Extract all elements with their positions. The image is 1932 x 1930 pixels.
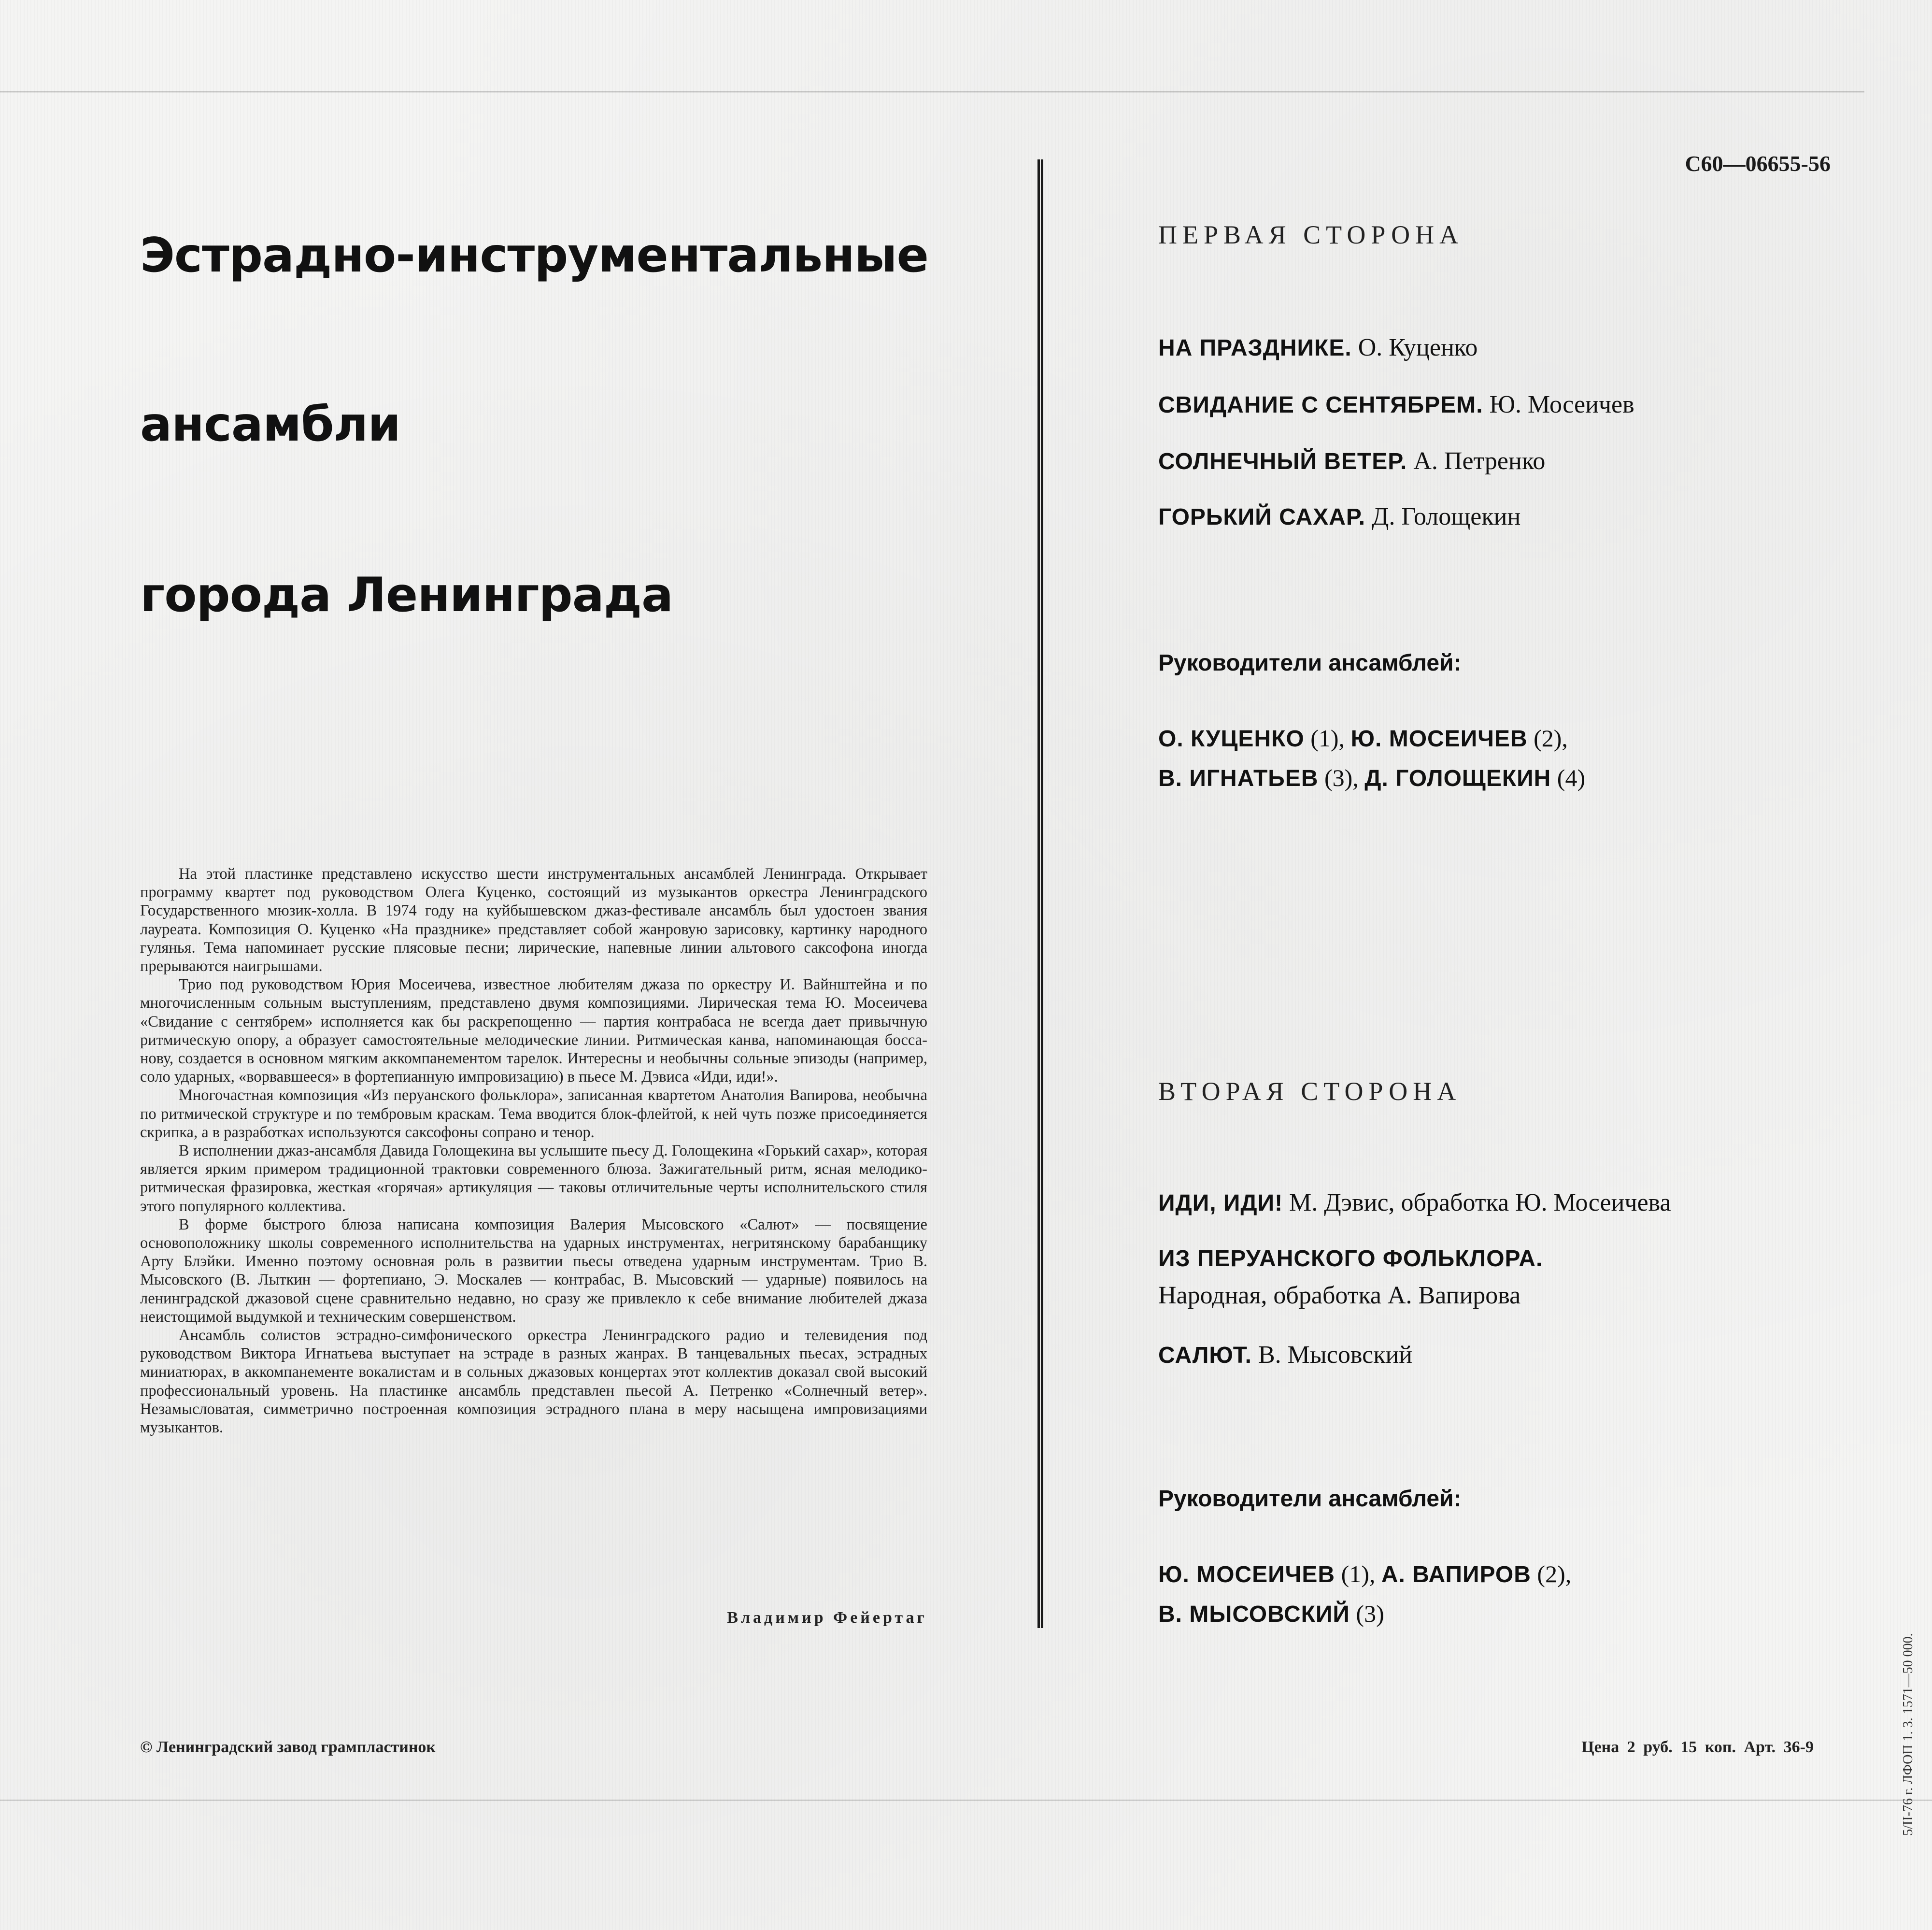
leader-number: (4) xyxy=(1557,764,1586,791)
track-title: ИДИ, ИДИ! xyxy=(1158,1190,1283,1216)
side-two-heading: ВТОРАЯ СТОРОНА xyxy=(1158,1077,1462,1106)
track-credit: О. Куценко xyxy=(1358,334,1478,361)
leader-name: А. ВАПИРОВ xyxy=(1381,1562,1531,1587)
leader-number: (2), xyxy=(1534,725,1568,752)
leader-name: В. ИГНАТЬЕВ xyxy=(1158,766,1319,791)
catalog-number: С60—06655-56 xyxy=(1685,151,1831,176)
album-title-line-1: Эстрадно-инструментальные xyxy=(140,228,929,283)
liner-paragraph: В исполнении джаз-ансамбля Давида Голощекина вы услышите пьесу Д. Голощекина «Горький сахар», которая является ярким примером традиционной трактовки современного блюза. Зажигательный ритм, ясная мелодико-ритмическая фразировка, жесткая «горячая» артикуляция — таковы отличительные черты исполнительского стиля этого популярного коллектива. xyxy=(140,1142,927,1215)
track-title: ГОРЬКИЙ САХАР. xyxy=(1158,504,1366,530)
side-one-track-4 xyxy=(1158,502,1520,531)
side-one-track-2 xyxy=(1158,390,1634,419)
leader-number: (1), xyxy=(1310,725,1345,752)
side-one-track-3 xyxy=(1158,447,1545,475)
side-two-leaders-label: Руководители ансамблей: xyxy=(1158,1486,1462,1512)
leader-number: (3), xyxy=(1324,764,1359,791)
track-credit: Народная, обработка А. Вапирова xyxy=(1158,1282,1521,1309)
track-credit: М. Дэвис, обработка Ю. Мосеичева xyxy=(1289,1189,1671,1216)
liner-paragraph: Ансамбль солистов эстрадно-симфонического оркестра Ленинградского радио и телевидения под руководством Виктора Игнатьева выступает на эстраде в разных жанрах. В танцевальных пьесах, эстрадных миниатюрах, в аккомпанементе вокалистам и в сольных джазовых концертах этот коллектив доказал свой высокий профессиональный уровень. На пластинке ансамбль представлен пьесой А. Петренко «Солнечный ветер». Незамысловатая, симметрично построенная композиция эстрадного плана в меру насыщена импровизациями музыкантов. xyxy=(140,1327,927,1437)
leader-name: О. КУЦЕНКО xyxy=(1158,726,1305,752)
track-title: СВИДАНИЕ С СЕНТЯБРЕМ. xyxy=(1158,392,1483,418)
side-one-leaders xyxy=(1158,719,1585,798)
leader-number: (1), xyxy=(1341,1560,1376,1587)
leader-number: (3) xyxy=(1356,1600,1384,1627)
top-flap-seam xyxy=(0,91,1864,93)
track-title: СОЛНЕЧНЫЙ ВЕТЕР. xyxy=(1158,449,1407,474)
track-title: НА ПРАЗДНИКЕ. xyxy=(1158,335,1352,361)
column-divider-double-rule xyxy=(1037,159,1043,1628)
track-title: ИЗ ПЕРУАНСКОГО ФОЛЬКЛОРА. xyxy=(1158,1246,1543,1272)
bottom-flap-seam xyxy=(0,1800,1932,1801)
side-two-track-1 xyxy=(1158,1188,1671,1217)
side-two-track-2 xyxy=(1158,1244,1543,1310)
leader-name: В. МЫСОВСКИЙ xyxy=(1158,1601,1350,1627)
liner-paragraph: Трио под руководством Юрия Мосеичева, известное любителям джаза по оркестру И. Вайнштейна и по многочисленным сольным выступлениям, представлено двумя композициями. Лирическая тема Ю. Мосеичева «Свидание с сентябрем» исполняется как бы раскрепощенно — партия контрабаса не всегда дает привычную ритмическую опору, а образует самостоятельные мелодические линии. Ритмическая канва, напоминающая босса-нову, создается в основном мягким аккомпанементом тарелок. Интересны и необычны сольные эпизоды (например, соло ударных, «ворвавшееся» в фортепианную импровизацию) в пьесе М. Дэвиса «Иди, иди!». xyxy=(140,976,927,1086)
print-run-info-vertical: 5/II-76 г. ЛФОП 1. 3. 1571—50 000. xyxy=(1901,1633,1916,1836)
side-two-leaders xyxy=(1158,1555,1571,1634)
liner-notes xyxy=(140,865,927,1437)
leader-name: Ю. МОСЕИЧЕВ xyxy=(1158,1562,1335,1587)
side-one-leaders-label: Руководители ансамблей: xyxy=(1158,650,1462,676)
liner-paragraph: В форме быстрого блюза написана композиция Валерия Мысовского «Салют» — посвящение основоположнику школы современного исполнительства на ударных инструментах, негритянскому барабанщику Арту Блэйки. Именно поэтому основная роль в развитии пьесы отведена ударным инструментам. Трио В. Мысовского (В. Лыткин — фортепиано, Э. Москалев — контрабас, В. Мысовский — ударные) появилось на ленинградской джазовой сцене сравнительно недавно, но сразу же привлекло к себе внимание любителей джаза неистощимой выдумкой и техническим совершенством. xyxy=(140,1215,927,1326)
price-article: Цена 2 руб. 15 коп. Арт. 36-9 xyxy=(1581,1738,1814,1756)
album-title-line-2: ансамбли xyxy=(140,397,401,452)
leader-number: (2), xyxy=(1537,1560,1572,1587)
track-title: САЛЮТ. xyxy=(1158,1343,1252,1368)
side-two-track-3 xyxy=(1158,1341,1412,1369)
track-credit: Ю. Мосеичев xyxy=(1489,391,1634,418)
liner-paragraph: Многочастная композиция «Из перуанского фольклора», записанная квартетом Анатолия Вапирова, необычна по ритмической структуре и по тембровым краскам. Тема вводится блок-флейтой, к ней чуть позже присоединяется скрипка, а в разработках используются саксофоны сопрано и тенор. xyxy=(140,1087,927,1141)
album-title-line-3: города Ленинграда xyxy=(140,568,673,623)
side-one-heading: ПЕРВАЯ СТОРОНА xyxy=(1158,220,1464,249)
liner-paragraph: На этой пластинке представлено искусство шести инструментальных ансамблей Ленинграда. Открывает программу квартет под руководством Олега Куценко, состоящий из музыкантов оркестра Ленинградского Государственного мюзик-холла. В 1974 году на куйбышевском джаз-фестивале ансамбль был удостоен звания лауреата. Композиция О. Куценко «На празднике» представляет собой жанровую зарисовку, картинку народного гулянья. Тема напоминает русские плясовые песни; лирические, напевные линии альтового саксофона иногда прерываются наигрышами. xyxy=(140,865,927,975)
track-credit: Д. Голощекин xyxy=(1372,503,1521,530)
leader-name: Д. ГОЛОЩЕКИН xyxy=(1364,766,1551,791)
track-credit: А. Петренко xyxy=(1413,447,1546,475)
side-one-track-1 xyxy=(1158,333,1477,362)
leader-name: Ю. МОСЕИЧЕВ xyxy=(1350,726,1528,752)
liner-notes-author: Владимир Фейертаг xyxy=(727,1609,927,1627)
track-credit: В. Мысовский xyxy=(1258,1341,1413,1369)
publisher-copyright: © Ленинградский завод грампластинок xyxy=(140,1738,436,1756)
